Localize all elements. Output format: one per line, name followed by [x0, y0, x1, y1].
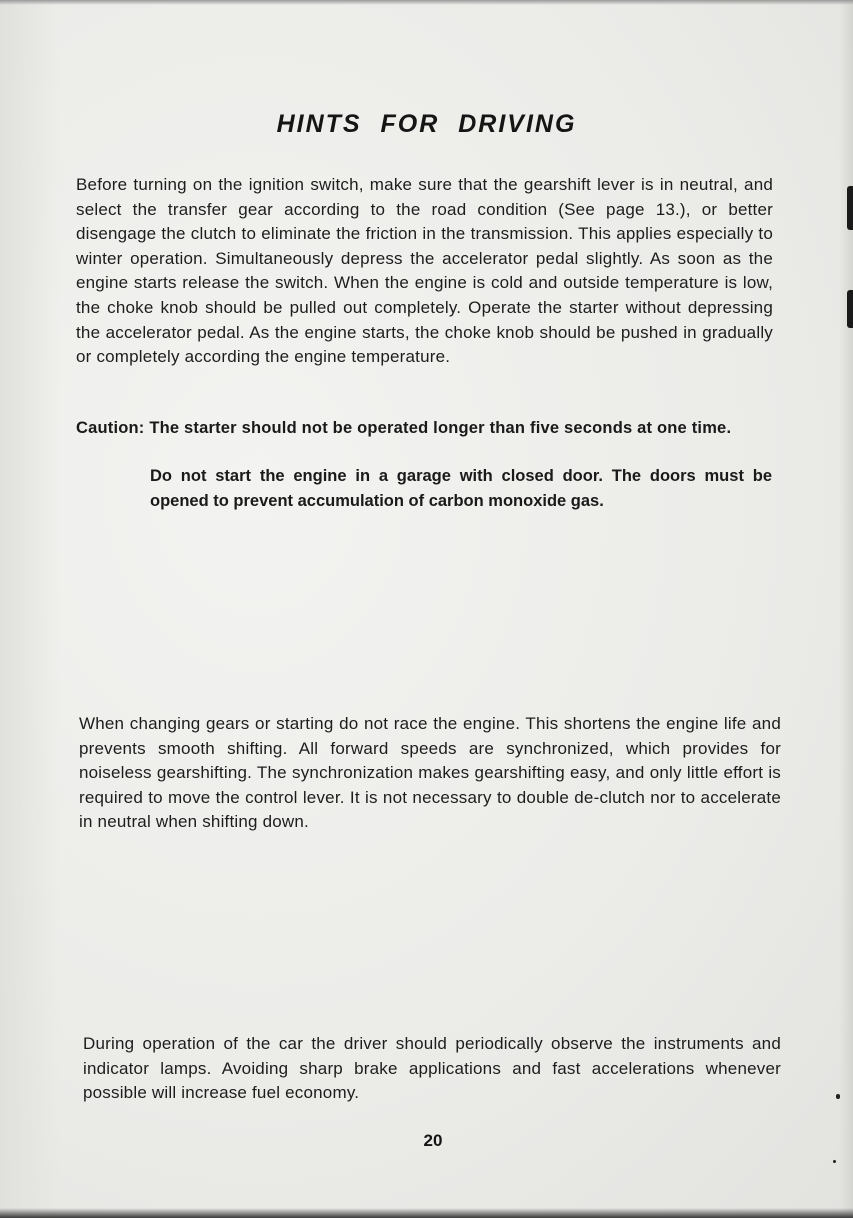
page-edge-bottom: [0, 1208, 853, 1218]
scan-speck: [836, 1094, 840, 1099]
caution-note: Do not start the engine in a garage with closed door. The doors must be opened to prevent accumulation of carbon monoxide gas.: [150, 467, 772, 510]
binding-mark: [847, 290, 853, 328]
caution-line: [76, 419, 776, 438]
paragraph-gears: When changing gears or starting do not race the engine. This shortens the engine life and prevents smooth shifting. All forward speeds are synchronized, which provides for noiseless gearshifting. The synchronization makes gearshifting easy, and only little effort is required to move the control lever. It is not necessary to double de-clutch nor to accelerate in neutral when shifting down.: [79, 714, 781, 832]
binding-mark: [847, 186, 853, 230]
page-title: HINTS FOR DRIVING: [276, 110, 577, 138]
caution-label: Caution:: [76, 419, 145, 437]
caution-text: The starter should not be operated longer than five seconds at one time.: [149, 419, 732, 437]
scan-speck: [833, 1160, 836, 1163]
page-shadow-right: [839, 0, 853, 1218]
page-edge-top: [0, 0, 853, 5]
paragraph-operation: During operation of the car the driver should periodically observe the instruments and indicator lamps. Avoiding sharp brake applications and fast accelerations whenever possible will increase fuel economy.: [83, 1034, 781, 1103]
page-number: 20: [423, 1131, 443, 1150]
page-shadow-left: [0, 0, 60, 1218]
paragraph-starting: Before turning on the ignition switch, make sure that the gearshift lever is in neutral, and select the transfer gear according to the road condition (See page 13.), or better disengage the clutch to eliminate the friction in the transmission. This applies especially to winter operation. Simultaneously depress the accelerator pedal slightly. As soon as the engine starts release the switch. When the engine is cold and outside temperature is low, the choke knob should be pulled out completely. Operate the starter without depressing the accelerator pedal. As the engine starts, the choke knob should be pushed in gradually or completely according the engine temperature.: [76, 175, 773, 367]
